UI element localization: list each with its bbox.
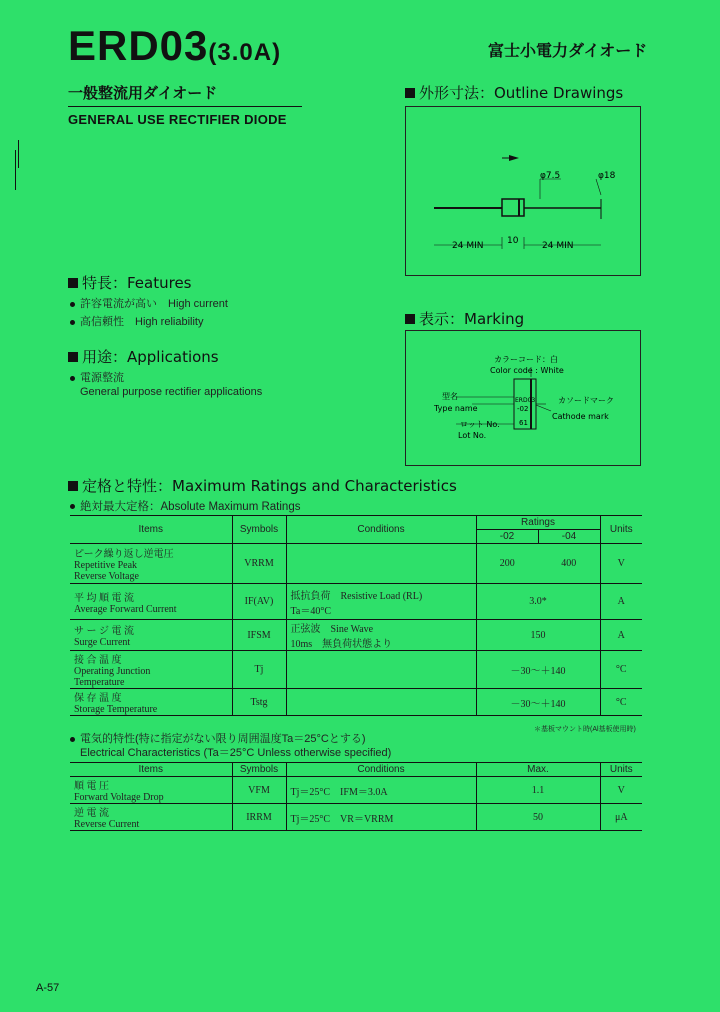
electrical-heading-en: Electrical Characteristics (Ta＝25°C Unless otherwise specified): [80, 747, 392, 759]
type-name-en: Type name: [434, 404, 478, 413]
marking-code-lot: 61: [519, 419, 528, 427]
table-row: 平 均 順 電 流 Average Forward Current IF(AV) 抵抗負荷 Resistive Load (RL) Ta＝40°C 3.0* A: [70, 584, 642, 620]
col-rating-04: -04: [538, 530, 600, 544]
col-conditions: Conditions: [286, 516, 476, 544]
marking-diagram: [406, 331, 640, 465]
table-row: 接 合 温 度 Operating Junction Temperature Tj －30～＋140 °C: [70, 651, 642, 689]
col-units: Units: [600, 516, 642, 544]
feature-item: 許容電流が高い High current: [70, 295, 228, 311]
table-row: 保 存 温 度 Storage Temperature Tstg －30～＋140 °C: [70, 689, 642, 716]
diode-outline-drawing: [406, 107, 640, 275]
marking-heading: 表示：Marking: [405, 308, 524, 329]
marking-code-type: ERD03: [515, 397, 536, 404]
col-symbols: Symbols: [232, 763, 286, 777]
table-row: 順 電 圧 Forward Voltage Drop VFM Tj＝25°C IFM＝3.0A 1.1 V: [70, 777, 642, 804]
marking-box: [405, 330, 641, 466]
lot-no-en: Lot No.: [458, 431, 487, 440]
electrical-heading-jp: 電気的特性(特に指定がない限り周囲温度Ta＝25°Cとする): [70, 730, 366, 746]
col-units: Units: [600, 763, 642, 777]
col-max: Max.: [476, 763, 600, 777]
col-items: Items: [138, 764, 163, 775]
table-row: サ ー ジ 電 流 Surge Current IFSM 正弦波 Sine Wave 10ms 無負荷状態より 150 A: [70, 620, 642, 651]
ratings-heading: 定格と特性：Maximum Ratings and Characteristics: [68, 475, 457, 496]
applications-heading: 用途：Applications: [68, 346, 219, 367]
application-item-jp: 電源整流: [70, 369, 124, 385]
table-row: 逆 電 流 Reverse Current IRRM Tj＝25°C VR＝VRRM 50 μA: [70, 804, 642, 831]
title-jp: 一般整流用ダイオード: [68, 84, 218, 102]
outline-drawing-box: [405, 106, 641, 276]
feature-item: 高信頼性 High reliability: [70, 313, 203, 329]
abs-max-heading: 絶対最大定格：Absolute Maximum Ratings: [70, 498, 300, 514]
maker-name: 富士小電力ダイオード: [488, 41, 648, 60]
col-conditions: Conditions: [286, 763, 476, 777]
current-rating: (3.0A): [208, 39, 282, 66]
dim-lead-diameter: φ18: [598, 171, 616, 181]
divider: [68, 106, 302, 107]
part-number: ERD03: [68, 22, 209, 69]
application-item-en: General purpose rectifier applications: [80, 386, 263, 398]
dim-lead-left: 24 MIN: [452, 241, 484, 251]
type-name-jp: 型名: [442, 392, 458, 401]
page-number: A-57: [36, 982, 60, 994]
marking-code-suffix: -02: [517, 405, 529, 413]
dim-lead-right: 24 MIN: [542, 241, 574, 251]
cathode-mark-jp: カソードマーク: [558, 396, 614, 405]
col-symbols: Symbols: [232, 516, 286, 544]
lot-no-jp: ロット No.: [460, 420, 500, 429]
ratings-footnote: ＊基板マウント時(Al基板使用時): [534, 726, 636, 733]
margin-mark: [15, 150, 16, 190]
absolute-ratings-table: [70, 515, 642, 716]
electrical-table: [70, 762, 642, 831]
features-heading: 特長：Features: [68, 272, 192, 293]
part-number-title: [68, 22, 281, 77]
col-rating-02: -02: [476, 530, 538, 544]
col-ratings: Ratings: [476, 516, 600, 530]
title-en: GENERAL USE RECTIFIER DIODE: [68, 112, 287, 127]
outline-heading: 外形寸法：Outline Drawings: [405, 82, 623, 103]
color-code-en: Color code : White: [490, 366, 564, 375]
color-code-jp: カラーコード：白: [494, 355, 558, 364]
table-row: ピーク繰り返し逆電圧 Repetitive Peak Reverse Voltage VRRM 200 400 V: [70, 544, 642, 584]
margin-mark: [18, 140, 19, 168]
cathode-mark-en: Cathode mark: [552, 412, 609, 421]
col-items: Items: [70, 516, 232, 544]
dim-body-diameter: φ7.5: [540, 171, 561, 181]
dim-body-length: 10: [507, 236, 519, 246]
